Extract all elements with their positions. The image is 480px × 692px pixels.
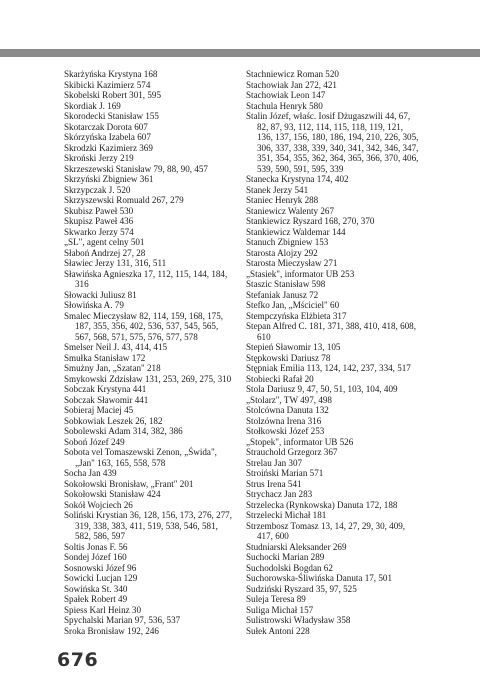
index-entry: Soltis Jonas F. 56 [64, 541, 128, 552]
index-entry: Słaboń Andrzej 27, 28 [64, 247, 146, 258]
index-entry: Strzelecki Michał 181 [246, 510, 327, 520]
index-entry: Soliński Krystian 36, 128, 156, 173, 276, 277, 319, 338, 383, 411, 519, 538, 546, 581, 582, 586, 597 [64, 510, 232, 541]
index-entry: Skorodecki Stanisław 155 [64, 111, 159, 121]
index-entry: Staniec Henryk 288 [246, 195, 319, 205]
index-entry: Słowińska A. 79 [64, 300, 124, 310]
index-entry: Skwarko Jerzy 574 [64, 226, 134, 237]
index-column-right [246, 69, 420, 636]
index-entry: Suchorowska-Śliwińska Danuta 17, 501 [246, 573, 392, 583]
index-entry: Skórzyńska Izabela 607 [64, 132, 151, 142]
index-entry: Sobota vel Tomaszewski Zenon, „Świda", „Jan" 163, 165, 558, 578 [64, 447, 217, 468]
index-entry: Sokół Wojciech 26 [64, 499, 133, 510]
index-entry: Strzelecka (Rynkowska) Danuta 172, 188 [246, 499, 398, 510]
index-entry: Sobczak Krystyna 441 [64, 384, 147, 394]
index-entry: „Stasiek", informator UB 253 [246, 268, 355, 279]
index-entry: Socha Jan 439 [64, 468, 117, 478]
index-entry: Skordiak J. 169 [64, 100, 121, 111]
index-entry: Smykowski Zdzisław 131, 253, 269, 275, 310 [64, 373, 232, 384]
index-entry: Stachowiak Leon 147 [246, 90, 326, 100]
index-entry: Suleja Teresa 89 [246, 594, 306, 604]
index-entry: Smułka Stanisław 172 [64, 352, 146, 363]
index-entry: „SL", agent celny 501 [64, 237, 145, 247]
index-entry: Stobiecki Rafał 20 [246, 373, 314, 384]
index-entry: Spiess Karl Heinz 30 [64, 604, 142, 615]
index-entry: Stepan Alfred C. 181, 371, 388, 410, 418, 608, 610 [246, 321, 416, 342]
index-entry: Sroka Bronisław 192, 246 [64, 625, 159, 636]
index-entry: Sosnowski Józef 96 [64, 562, 137, 573]
index-entry: Skroński Jerzy 219 [64, 153, 134, 163]
index-entry: Stempczyńska Elżbieta 317 [246, 310, 347, 321]
index-entry: Sokołowski Stanisław 424 [64, 489, 161, 499]
index-entry: Smużny Jan, „Szatan" 218 [64, 363, 161, 373]
index-entry: Skobelski Robert 301, 595 [64, 90, 161, 100]
index-entry: Stepień Sławomir 13, 105 [246, 342, 341, 352]
index-entry: Stankiewicz Waldemar 144 [246, 226, 346, 237]
page-number: 676 [57, 649, 99, 671]
index-entry: Sudziński Ryszard 35, 97, 525 [246, 583, 357, 594]
index-entry: Sławiec Jerzy 131, 316, 511 [64, 258, 167, 268]
index-entry: „Stolarz", TW 497, 498 [246, 394, 332, 405]
index-entry: Skrzypczak J. 520 [64, 184, 131, 195]
index-entry: Sowicki Lucjan 129 [64, 573, 138, 583]
index-entry: Strelau Jan 307 [246, 457, 303, 468]
index-entry: Sobkowiak Leszek 26, 182 [64, 415, 163, 426]
index-entry: Sobolewski Adam 314, 382, 386 [64, 426, 183, 436]
index-entry: Stroiński Marian 571 [246, 468, 324, 478]
index-entry: Stachula Henryk 580 [246, 100, 323, 111]
index-entry: Sokołowski Bronisław, „Frant" 201 [64, 478, 194, 489]
index-entry: Strzembosz Tomasz 13, 14, 27, 29, 30, 409, 417, 600 [246, 520, 406, 541]
index-entry: Strychacz Jan 283 [246, 489, 313, 499]
index-entry: Sobczak Sławomir 441 [64, 394, 149, 405]
index-entry: Suliga Michał 157 [246, 604, 314, 615]
index-entry: Stanek Jerzy 541 [246, 184, 309, 195]
index-entry: Skubisz Paweł 530 [64, 205, 134, 216]
index-entry: Stanuch Zbigniew 153 [246, 237, 329, 247]
index-entry: Stołkowski Józef 253 [246, 426, 325, 436]
index-entry: Stolcówna Danuta 132 [246, 405, 329, 415]
index-entry: Smelser Neil J. 43, 414, 415 [64, 342, 168, 352]
index-entry: Stępniak Emilia 113, 124, 142, 237, 334, 517 [246, 363, 411, 373]
index-entry: Stachniewicz Roman 520 [246, 69, 339, 79]
index-entry: Sondej Józef 160 [64, 552, 127, 562]
header-bar [0, 49, 480, 57]
index-entry: Skupisz Paweł 436 [64, 216, 134, 226]
index-entry: „Stopek", informator UB 526 [246, 436, 354, 447]
index-entry: Sławińska Agnieszka 17, 112, 115, 144, 184, 316 [64, 268, 228, 289]
index-entry: Strus Irena 541 [246, 478, 302, 489]
index-entry: Studniarski Aleksander 269 [246, 541, 347, 552]
index-entry: Stolzówna Irena 316 [246, 415, 322, 426]
index-entry: Spychalski Marian 97, 536, 537 [64, 615, 181, 625]
index-entry: Skotarczak Dorota 607 [64, 121, 148, 132]
index-entry: Skrzeszewski Stanisław 79, 88, 90, 457 [64, 163, 208, 174]
index-entry: Stefaniak Janusz 72 [246, 289, 319, 300]
index-entry: Stefko Jan, „Mściciel" 60 [246, 300, 340, 310]
index-entry: Sułek Antoni 228 [246, 625, 310, 636]
index-entry: Stalin Józef, właśc. Iosif Dżugaszwili 44, 67, 82, 87, 93, 112, 114, 115, 118, 119, 121, 136, 137, 156, 180, 186, 194, 210, 226, 305, 306, 337, 338, 339, 340, 341, 342, 346, 347, 351, 354, 355, 362, 364, 365, 366, 370, 406, 539, 590, 591, 595, 339 [246, 111, 419, 174]
index-entry: Stola Dariusz 9, 47, 50, 51, 103, 104, 409 [246, 384, 398, 394]
index-entry: Stanecka Krystyna 174, 402 [246, 174, 349, 184]
index-entry: Smalec Mieczysław 82, 114, 159, 168, 175, 187, 355, 356, 402, 536, 537, 545, 565, 567, 568, 571, 575, 576, 577, 578 [64, 310, 224, 342]
index-entry: Sobieraj Maciej 45 [64, 405, 134, 415]
index-entry: Starosta Alojzy 292 [246, 247, 318, 258]
index-entry: Stachowiak Jan 272, 421 [246, 79, 337, 90]
index-entry: Soboń Józef 249 [64, 436, 125, 447]
index-entry: Stępkowski Dariusz 78 [246, 352, 331, 363]
index-entry: Spałek Robert 49 [64, 594, 128, 604]
index-entry: Skarżyńska Krystyna 168 [64, 69, 158, 79]
index-column-left [64, 69, 232, 636]
index-entry: Stankiewicz Ryszard 168, 270, 370 [246, 216, 375, 226]
index-entry: Skrzyński Zbigniew 361 [64, 174, 154, 184]
index-entry: Staniewicz Walenty 267 [246, 205, 334, 216]
index-entry: Strauchold Grzegorz 367 [246, 447, 338, 457]
index-entry: Suchodolski Bogdan 62 [246, 562, 333, 573]
index-entry: Skrzyszewski Romuald 267, 279 [64, 195, 184, 205]
index-entry: Słowacki Juliusz 81 [64, 289, 137, 300]
index-entry: Skrodzki Kazimierz 369 [64, 142, 153, 153]
index-entry: Suchocki Marian 289 [246, 552, 325, 562]
index-entry: Starosta Mieczysław 271 [246, 258, 338, 268]
index-entry: Sowińska St. 340 [64, 583, 128, 594]
index-entry: Skibicki Kazimierz 574 [64, 79, 151, 90]
index-entry: Sulistrowski Władysław 358 [246, 615, 351, 625]
index-entry: Staszic Stanisław 598 [246, 279, 326, 289]
